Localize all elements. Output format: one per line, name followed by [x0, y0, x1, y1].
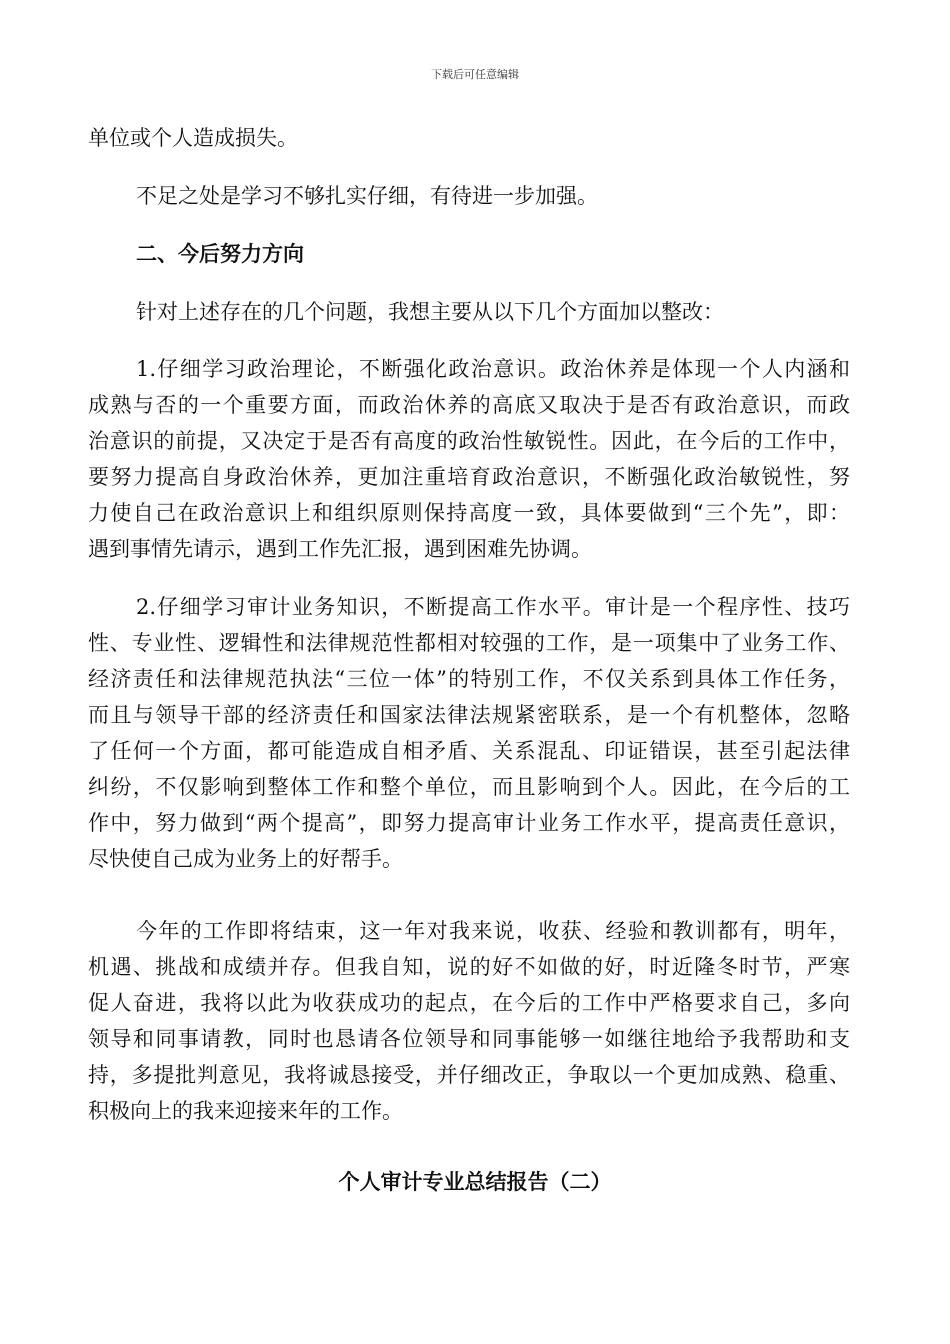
page-header: 下载后可任意编辑 [431, 68, 519, 81]
paragraph-line: 不足之处是学习不够扎实仔细，有待进一步加强。 [136, 184, 598, 208]
section-title: 个人审计专业总结报告（二） [338, 1169, 612, 1194]
paragraph-line: 成熟与否的一个重要方面，而政治休养的高底又取决于是否有政治意识，而政 [88, 393, 850, 417]
section-heading: 二、今后努力方向 [136, 241, 304, 266]
paragraph-line: 要努力提高自身政治休养，更加注重培育政治意识，不断强化政治敏锐性，努 [88, 465, 850, 489]
paragraph-line: 治意识的前提，又决定于是否有高度的政治性敏锐性。因此，在今后的工作中， [88, 429, 850, 453]
paragraph-line: 单位或个人造成损失。 [88, 126, 298, 150]
paragraph-line: 针对上述存在的几个问题，我想主要从以下几个方面加以整改： [136, 300, 724, 324]
paragraph-line: 持，多提批判意见，我将诚恳接受，并仔细改正，争取以一个更加成熟、稳重、 [88, 1063, 850, 1087]
paragraph-line: 尽快使自己成为业务上的好帮手。 [88, 847, 403, 871]
paragraph-line: 领导和同事请教，同时也恳请各位领导和同事能够一如继往地给予我帮助和支 [88, 1027, 850, 1051]
paragraph-line: 机遇、挑战和成绩并存。但我自知，说的好不如做的好，时近隆冬时节，严寒 [88, 955, 850, 979]
paragraph-line: 积极向上的我来迎接来年的工作。 [88, 1099, 403, 1123]
paragraph-line: 2.仔细学习审计业务知识，不断提高工作水平。审计是一个程序性、技巧 [136, 595, 850, 619]
paragraph-line: 促人奋进，我将以此为收获成功的起点，在今后的工作中严格要求自己，多向 [88, 991, 850, 1015]
paragraph-line: 遇到事情先请示，遇到工作先汇报，遇到困难先协调。 [88, 537, 592, 561]
paragraph-line: 1.仔细学习政治理论，不断强化政治意识。政治休养是体现一个人内涵和 [136, 357, 850, 381]
paragraph-line: 经济责任和法律规范执法“三位一体”的特别工作，不仅关系到具体工作任务， [88, 667, 850, 691]
paragraph-line: 而且与领导干部的经济责任和国家法律法规紧密联系，是一个有机整体，忽略 [88, 703, 850, 727]
paragraph-line: 了任何一个方面，都可能造成自相矛盾、关系混乱、印证错误，甚至引起法律 [88, 739, 850, 763]
paragraph-line: 性、专业性、逻辑性和法律规范性都相对较强的工作，是一项集中了业务工作、 [88, 631, 850, 655]
paragraph-line: 作中，努力做到“两个提高”，即努力提高审计业务工作水平，提高责任意识， [88, 811, 850, 835]
paragraph-line: 纠纷，不仅影响到整体工作和整个单位，而且影响到个人。因此，在今后的工 [88, 775, 850, 799]
paragraph-line: 力使自己在政治意识上和组织原则保持高度一致，具体要做到“三个先”，即： [88, 501, 850, 525]
paragraph-line: 今年的工作即将结束，这一年对我来说，收获、经验和教训都有，明年， [136, 919, 850, 943]
